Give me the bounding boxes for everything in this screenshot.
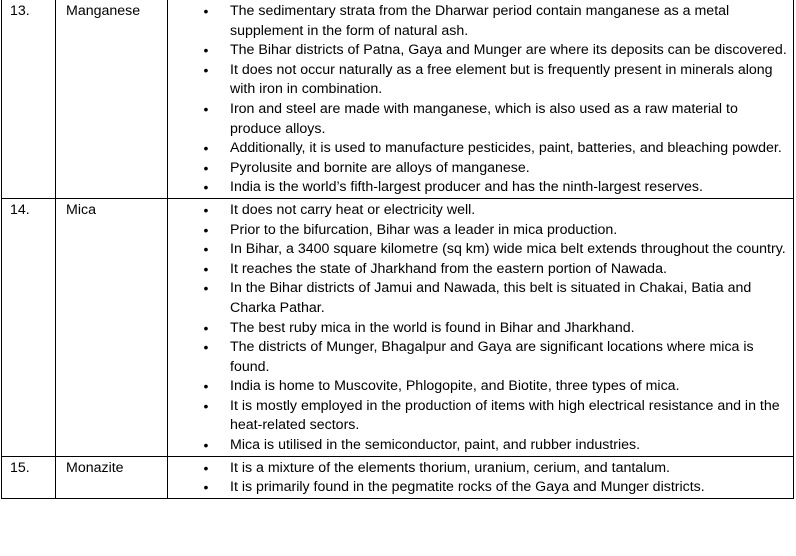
bullet-icon: • [203,3,209,19]
list-item [168,41,787,61]
bullet-icon: • [203,339,209,356]
list-item [168,201,787,221]
fact-text: In Bihar, a 3400 square kilometre (sq km) wide mica belt extends throughout the country. [230,241,786,258]
list-item [168,159,787,179]
list-item [168,377,787,397]
list-item [168,2,787,41]
bullet-icon: • [203,459,209,476]
bullet-icon: • [203,179,209,196]
table-row [2,0,794,198]
list-item [168,139,787,159]
row-number: 15. [2,456,56,498]
list-item [168,338,787,377]
facts-list [168,459,787,498]
mineral-name: Mica [56,198,168,456]
fact-text: It does not carry heat or electricity well. [230,201,476,218]
row-number: 13. [2,0,56,198]
bullet-icon: • [203,397,209,414]
fact-text: Pyrolusite and bornite are alloys of manganese. [230,159,530,176]
bullet-icon: • [203,437,209,454]
list-item [168,221,787,241]
fact-text: It is mostly employed in the production of items with high electrical resistance and in the heat-related sectors. [230,397,780,434]
mineral-facts [168,456,794,498]
table-body [2,0,794,498]
bullet-icon: • [203,100,209,117]
bullet-icon: • [203,221,209,238]
facts-list [168,201,787,456]
fact-text: Additionally, it is used to manufacture pesticides, paint, batteries, and bleaching powder. [230,140,782,157]
fact-text: The districts of Munger, Bhagalpur and Gaya are significant locations where mica is found. [230,339,754,375]
list-item [168,459,787,479]
bullet-icon: • [203,201,209,218]
fact-text: It reaches the state of Jharkhand from the eastern portion of Nawada. [230,260,667,277]
fact-text: In the Bihar districts of Jamui and Nawada, this belt is situated in Chakai, Batia and Charka Pathar. [230,280,752,316]
bullet-icon: • [203,319,209,336]
mineral-facts [168,0,794,198]
mineral-name: Manganese [56,0,168,198]
list-item [168,279,787,318]
fact-text: The sedimentary strata from the Dharwar period contain manganese as a metal supplement in the form of natural ash. [230,3,730,39]
fact-text: India is the world’s fifth-largest producer and has the ninth-largest reserves. [230,179,703,196]
table-row [2,456,794,498]
facts-list [168,2,787,198]
bullet-icon: • [203,378,209,395]
fact-text: The best ruby mica in the world is found in Bihar and Jharkhand. [230,319,635,336]
fact-text: It is a mixture of the elements thorium, uranium, cerium, and tantalum. [230,459,670,476]
table-row [2,198,794,456]
bullet-icon: • [203,260,209,277]
fact-text: Prior to the bifurcation, Bihar was a leader in mica production. [230,221,618,238]
mineral-name: Monazite [56,456,168,498]
list-item [168,178,787,198]
fact-text: India is home to Muscovite, Phlogopite, and Biotite, three types of mica. [230,378,680,395]
list-item [168,397,787,436]
bullet-icon: • [203,241,209,258]
bullet-icon: • [203,159,209,176]
bullet-icon: • [203,61,209,78]
list-item [168,240,787,260]
minerals-table [1,0,794,499]
list-item [168,436,787,456]
bullet-icon: • [203,42,209,59]
row-number: 14. [2,198,56,456]
list-item [168,478,787,498]
fact-text: Iron and steel are made with manganese, which is also used as a raw material to produce alloys. [230,100,738,137]
list-item [168,319,787,339]
list-item [168,100,787,139]
bullet-icon: • [203,140,209,157]
list-item [168,61,787,100]
fact-text: It is primarily found in the pegmatite rocks of the Gaya and Munger districts. [230,479,705,496]
bullet-icon: • [203,280,209,297]
fact-text: It does not occur naturally as a free element but is frequently present in minerals along with iron in combination. [230,61,773,98]
mineral-facts [168,198,794,456]
fact-text: The Bihar districts of Patna, Gaya and Munger are where its deposits can be discovered. [230,42,787,59]
fact-text: Mica is utilised in the semiconductor, paint, and rubber industries. [230,437,641,454]
bullet-icon: • [203,479,209,496]
list-item [168,260,787,280]
